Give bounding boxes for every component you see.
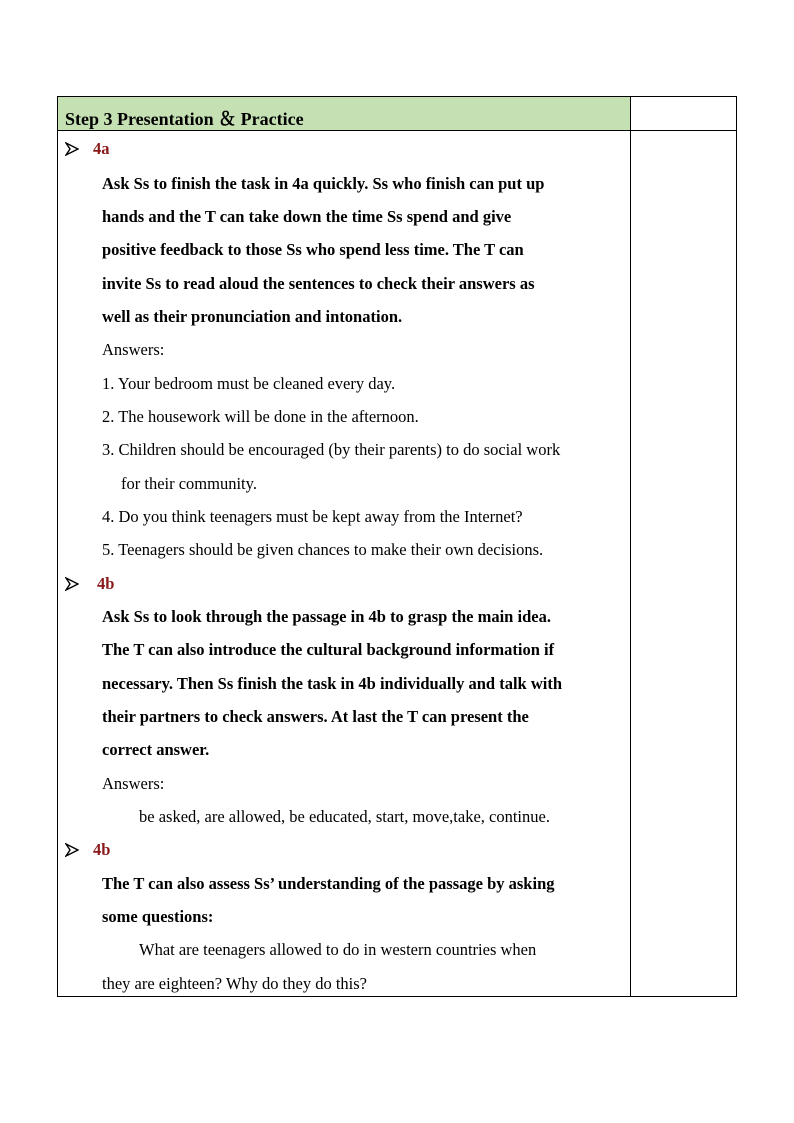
page-title: Step 3 Presentation ＆ Practice <box>65 109 304 129</box>
answer-line: 2. The housework will be done in the afternoon. <box>102 407 419 426</box>
instruction-line: The T can also assess Ss’ understanding of the passage by asking <box>102 874 555 893</box>
answers-label: Answers: <box>102 340 165 359</box>
section-4b-second-label: 4b <box>93 840 111 859</box>
instruction-line: some questions: <box>102 907 214 926</box>
arrowhead-bullet-icon <box>65 843 79 857</box>
question-line: they are eighteen? Why do they do this? <box>102 974 367 993</box>
section-4b-second-marker <box>65 840 79 860</box>
instruction-line: correct answer. <box>102 740 210 759</box>
section-4a-label: 4a <box>93 139 110 158</box>
instruction-line: invite Ss to read aloud the sentences to check their answers as <box>102 274 535 293</box>
question-line: What are teenagers allowed to do in western countries when <box>139 940 537 959</box>
instruction-line: Ask Ss to look through the passage in 4b to grasp the main idea. <box>102 607 551 626</box>
instruction-line: positive feedback to those Ss who spend less time. The T can <box>102 240 524 259</box>
column-divider <box>630 97 631 996</box>
answer-line: 3. Children should be encouraged (by their parents) to do social work <box>102 440 561 459</box>
answer-line: for their community. <box>121 474 257 493</box>
section-4b-label: 4b <box>97 574 115 593</box>
instruction-line: well as their pronunciation and intonation. <box>102 307 403 326</box>
instruction-line: necessary. Then Ss finish the task in 4b individually and talk with <box>102 674 563 693</box>
instruction-line: Ask Ss to finish the task in 4a quickly. Ss who finish can put up <box>102 174 545 193</box>
header-divider-right <box>631 130 737 131</box>
arrowhead-bullet-icon <box>65 577 79 591</box>
answer-line: be asked, are allowed, be educated, start, move,take, continue. <box>139 807 550 826</box>
section-4b-marker <box>65 574 79 594</box>
answer-line: 5. Teenagers should be given chances to make their own decisions. <box>102 540 544 559</box>
header-cell <box>58 97 630 131</box>
instruction-line: The T can also introduce the cultural background information if <box>102 640 555 659</box>
lesson-plan-table <box>57 96 737 997</box>
answer-line: 4. Do you think teenagers must be kept away from the Internet? <box>102 507 523 526</box>
instruction-line: their partners to check answers. At last the T can present the <box>102 707 529 726</box>
answers-label: Answers: <box>102 774 165 793</box>
section-4a-marker <box>65 139 79 159</box>
answer-line: 1. Your bedroom must be cleaned every day. <box>102 374 396 393</box>
instruction-line: hands and the T can take down the time Ss spend and give <box>102 207 512 226</box>
arrowhead-bullet-icon <box>65 142 79 156</box>
